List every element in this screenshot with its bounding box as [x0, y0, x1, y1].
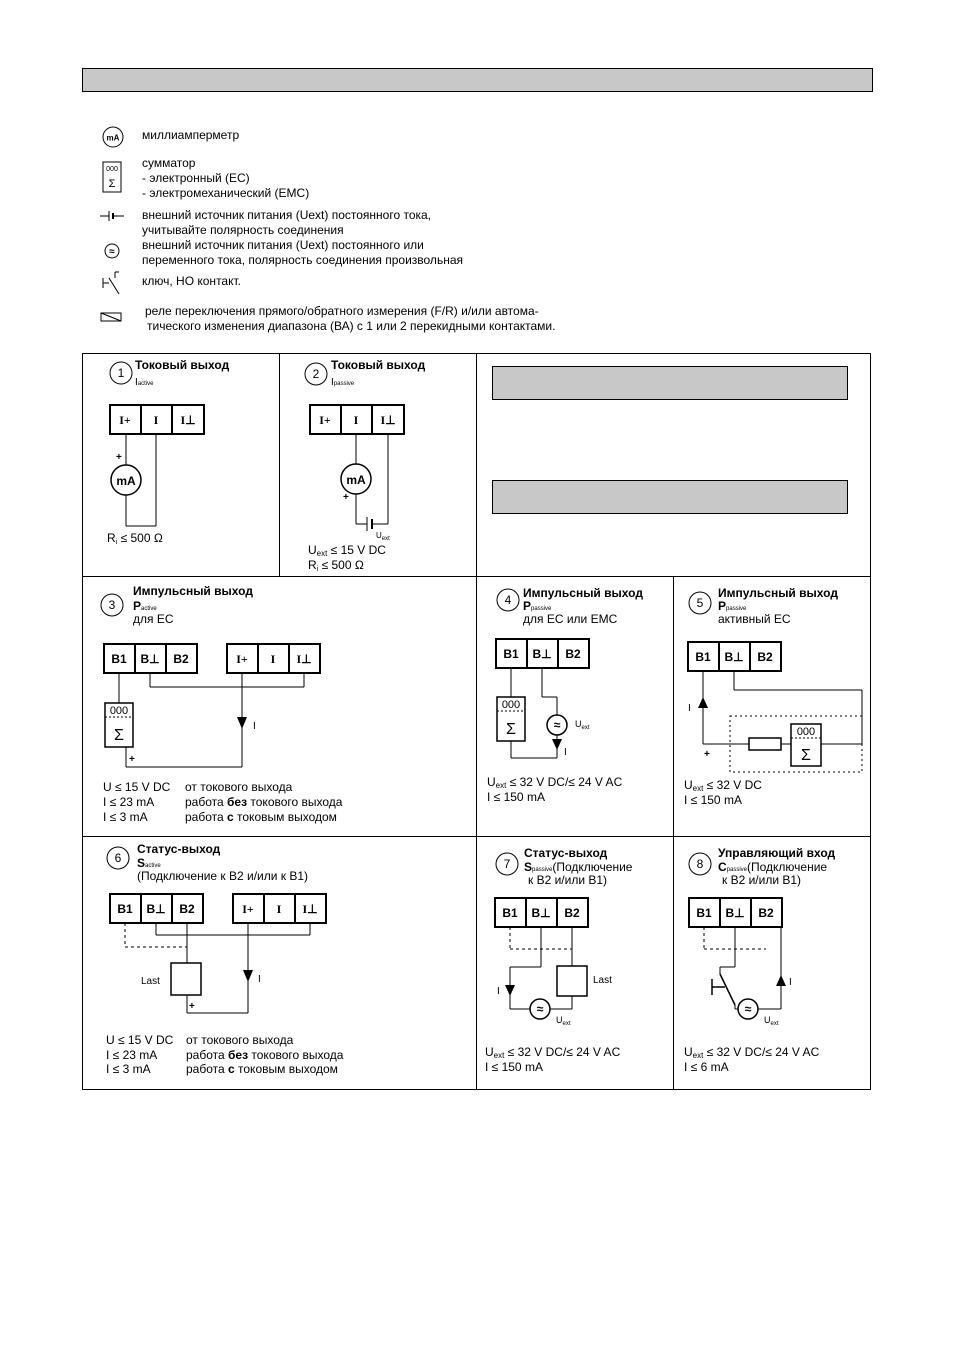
- legend-switch-text: ключ, НО контакт.: [142, 274, 241, 288]
- svg-text:B1: B1: [111, 652, 127, 666]
- svg-text:B⊥: B⊥: [146, 902, 166, 916]
- terminal-block-i: [233, 894, 326, 923]
- terminal-block-b: [110, 894, 203, 923]
- diagram-title: Статус-выход: [137, 842, 221, 856]
- svg-text:Ppassive: Ppassive: [718, 599, 747, 613]
- svg-text:Uext: $U_{ext}$: [376, 531, 390, 542]
- ac-dc-source-icon: [738, 999, 758, 1019]
- terminal-block-b: [104, 644, 197, 673]
- svg-text:≈: ≈: [109, 246, 115, 258]
- ac-dc-source-icon: [547, 715, 567, 735]
- svg-text:I: I: [497, 986, 500, 997]
- diagram-title: Статус-выход: [524, 846, 608, 860]
- connection-diagrams-grid: [82, 353, 871, 1090]
- svg-text:Σ: Σ: [506, 721, 516, 738]
- svg-text:к В2 и/или В1): к В2 и/или В1): [722, 873, 802, 887]
- svg-text:Last: Last: [593, 975, 612, 986]
- milliammeter-icon: [100, 124, 126, 150]
- svg-text:активный ЕС: активный ЕС: [718, 612, 791, 626]
- legend-totalizer-text: сумматор - электронный (ЕС) - электромеханический (ЕМС): [142, 156, 310, 200]
- svg-text:I: I: [353, 413, 359, 427]
- load: [171, 963, 201, 995]
- svg-text:к В2 и/или В1): к В2 и/или В1): [528, 873, 608, 887]
- svg-text:B2: B2: [173, 652, 189, 666]
- diagram-1-current-output-active: [82, 353, 280, 577]
- svg-text:Uext ≤ 32 V DC/≤ 24 V AC: Uext ≤ 32 V DC/≤ 24 V AC: [485, 1045, 621, 1060]
- ac-dc-source-icon: [103, 242, 121, 260]
- diagram-title: Управляющий вход: [718, 846, 836, 860]
- switch-no-contact-icon: [101, 270, 123, 296]
- svg-text:B1: B1: [503, 647, 519, 661]
- svg-text:≈: ≈: [553, 718, 561, 732]
- terminal-block-i: [227, 644, 320, 673]
- svg-text:I⊥: I⊥: [180, 413, 196, 427]
- svg-text:I ≤ 23 mA: I ≤ 23 mA: [103, 795, 155, 809]
- svg-text:mA: mA: [106, 133, 120, 143]
- svg-text:Ri ≤ 500 Ω: Ri ≤ 500 Ω: [107, 531, 163, 546]
- svg-text:Iactive: Iactive: [135, 377, 154, 388]
- diagram-2-current-output-passive: [279, 353, 477, 577]
- ac-dc-source-icon: [530, 999, 550, 1019]
- svg-text:+: +: [129, 754, 135, 765]
- diagram-number: 6: [114, 851, 122, 865]
- note-bar-2: [492, 480, 848, 514]
- svg-text:B⊥: B⊥: [532, 647, 552, 661]
- svg-text:I: I: [564, 747, 567, 758]
- svg-text:I ≤ 3 mA: I ≤ 3 mA: [103, 810, 148, 824]
- svg-text:≈: ≈: [536, 1002, 544, 1016]
- diagram-title: Импульсный выход: [523, 586, 643, 600]
- svg-text:I: I: [258, 974, 261, 985]
- svg-text:Σ: Σ: [801, 747, 811, 764]
- terminal-block: [689, 898, 782, 927]
- svg-text:I: I: [276, 902, 282, 916]
- relay-icon: [100, 311, 124, 323]
- diagram-number: 3: [108, 598, 116, 612]
- diagram-8-control-input: [673, 836, 871, 1090]
- svg-text:000: 000: [109, 705, 129, 717]
- svg-text:U ≤ 15 V DC: U ≤ 15 V DC: [106, 1033, 174, 1047]
- diagram-number: 5: [696, 596, 704, 610]
- svg-text:000: 000: [106, 166, 118, 173]
- diagram-6-status-output-active: [82, 836, 477, 1090]
- svg-text:Last: Last: [141, 976, 160, 987]
- terminal-block: [495, 898, 588, 927]
- svg-text:B2: B2: [179, 902, 195, 916]
- svg-text:Uext ≤ 32 V DC/≤ 24 V AC: Uext ≤ 32 V DC/≤ 24 V AC: [487, 775, 623, 790]
- svg-text:работа с токовым выходом: работа с токовым выходом: [185, 810, 337, 824]
- svg-text:для ЕС или ЕМС: для ЕС или ЕМС: [523, 612, 618, 626]
- current-arrow: [237, 717, 247, 729]
- svg-text:+: +: [116, 452, 122, 463]
- svg-text:Ri ≤ 500 Ω: Ri ≤ 500 Ω: [308, 558, 364, 573]
- terminal-block: [110, 405, 204, 434]
- svg-text:I: I: [153, 413, 159, 427]
- svg-text:≈: ≈: [744, 1002, 752, 1016]
- svg-text:mA: mA: [346, 473, 366, 487]
- svg-text:I ≤ 150 mA: I ≤ 150 mA: [684, 793, 742, 807]
- diagram-number: 1: [117, 366, 125, 380]
- svg-text:I+: I+: [119, 413, 131, 427]
- current-arrow: [776, 975, 786, 986]
- svg-text:I+: I+: [236, 652, 248, 666]
- svg-text:от токового выхода: от токового выхода: [186, 1033, 294, 1047]
- dc-source-icon: [100, 210, 124, 222]
- diagram-number: 8: [696, 857, 704, 871]
- svg-text:Σ: Σ: [108, 178, 116, 190]
- svg-text:Spassive(Подключение: Spassive(Подключение: [524, 860, 633, 874]
- svg-text:Ppassive: Ppassive: [523, 599, 552, 613]
- svg-text:B⊥: B⊥: [140, 652, 160, 666]
- svg-text:для ЕС: для ЕС: [133, 612, 174, 626]
- legend-ac-dc-source-text: внешний источник питания (Uext) постоянного или переменного тока, полярность соединения произвольная: [142, 238, 463, 267]
- diagram-3-pulse-output-active: [82, 576, 477, 837]
- svg-text:Uext ≤ 15 V DC: Uext ≤ 15 V DC: [308, 543, 386, 558]
- svg-text:I ≤ 6 mA: I ≤ 6 mA: [684, 1060, 729, 1074]
- svg-text:от токового выхода: от токового выхода: [185, 780, 293, 794]
- resistor: [749, 738, 781, 750]
- svg-text:B⊥: B⊥: [725, 906, 745, 920]
- svg-text:Uext ≤ 32 V DC: Uext ≤ 32 V DC: [684, 778, 762, 793]
- svg-text:B2: B2: [758, 906, 774, 920]
- svg-text:B⊥: B⊥: [531, 906, 551, 920]
- svg-text:I: I: [270, 652, 276, 666]
- svg-text:(Подключение к В2 и/или к В1): (Подключение к В2 и/или к В1): [137, 869, 309, 883]
- svg-text:I ≤ 23 mA: I ≤ 23 mA: [106, 1048, 158, 1062]
- diagram-number: 7: [503, 857, 511, 871]
- svg-text:работа без токового выхода: работа без токового выхода: [185, 795, 343, 809]
- svg-text:B2: B2: [565, 647, 581, 661]
- svg-text:000: 000: [796, 726, 816, 738]
- svg-text:B2: B2: [757, 650, 773, 664]
- svg-text:Pactive: Pactive: [133, 599, 157, 613]
- diagram-5-pulse-output-passive-active-ec: [673, 576, 871, 837]
- svg-text:B⊥: B⊥: [724, 650, 744, 664]
- svg-text:U ≤ 15 V DC: U ≤ 15 V DC: [103, 780, 171, 794]
- svg-text:Σ: Σ: [114, 727, 124, 744]
- terminal-block: [310, 405, 404, 434]
- svg-text:B1: B1: [117, 902, 133, 916]
- diagram-7-status-output-passive: [476, 836, 674, 1090]
- svg-text:B2: B2: [564, 906, 580, 920]
- legend-dc-source-text: внешний источник питания (Uext) постоянного тока, учитывайте полярность соединения: [142, 208, 432, 237]
- diagram-title: Импульсный выход: [718, 586, 838, 600]
- totalizer-icon: [497, 697, 525, 741]
- svg-text:B1: B1: [695, 650, 711, 664]
- diagram-title: Импульсный выход: [133, 584, 253, 598]
- svg-text:Ipassive: Ipassive: [331, 377, 355, 388]
- svg-text:Uext ≤ 32 V DC/≤ 24 V AC: Uext ≤ 32 V DC/≤ 24 V AC: [684, 1045, 820, 1060]
- load: [557, 966, 587, 996]
- svg-text:I+: I+: [319, 413, 331, 427]
- diagram-title: Токовый выход: [135, 358, 230, 372]
- diagram-title: Токовый выход: [331, 358, 426, 372]
- switch-no-contact-icon: [712, 974, 735, 1005]
- section-header-bar: [82, 68, 873, 92]
- svg-text:Uext: $U_{ext}$: [556, 1015, 571, 1027]
- totalizer-icon: [105, 703, 133, 747]
- diagram-number: 4: [504, 593, 512, 607]
- svg-text:Uext: $U_{ext}$: [764, 1015, 779, 1027]
- current-arrow: [552, 739, 562, 750]
- svg-text:Uext: $U_{ext}$: [575, 719, 590, 731]
- svg-text:работа с токовым выходом: работа с токовым выходом: [186, 1062, 338, 1076]
- svg-text:I: I: [253, 721, 256, 732]
- svg-text:I ≤ 3 mA: I ≤ 3 mA: [106, 1062, 151, 1076]
- current-arrow: [243, 970, 253, 982]
- svg-text:+: +: [189, 1001, 195, 1012]
- diagram-4-pulse-output-passive: [476, 576, 674, 837]
- legend-milliammeter-text: миллиамперметр: [142, 128, 240, 142]
- notes-panel: [476, 353, 871, 577]
- svg-text:I⊥: I⊥: [380, 413, 396, 427]
- terminal-block: [496, 639, 589, 668]
- svg-text:Cpassive(Подключение: Cpassive(Подключение: [718, 860, 828, 874]
- svg-text:I⊥: I⊥: [296, 652, 312, 666]
- svg-text:Sactive: Sactive: [137, 856, 161, 870]
- svg-text:I⊥: I⊥: [302, 902, 318, 916]
- note-bar-1: [492, 366, 848, 400]
- terminal-block: [688, 642, 781, 671]
- diagram-number: 2: [312, 367, 320, 381]
- legend-relay-text: реле переключения прямого/обратного измерения (F/R) и/или автома- тического изменения диапазона (ВА) с 1 или 2 перекидными контактами.: [145, 304, 556, 333]
- svg-text:000: 000: [501, 699, 521, 711]
- svg-text:+: +: [704, 749, 710, 760]
- totalizer-icon: [102, 161, 122, 193]
- svg-text:I: I: [789, 977, 792, 988]
- svg-text:mA: mA: [116, 474, 136, 488]
- svg-text:B1: B1: [502, 906, 518, 920]
- svg-text:B1: B1: [696, 906, 712, 920]
- svg-text:I ≤ 150 mA: I ≤ 150 mA: [485, 1060, 543, 1074]
- current-arrow: [698, 697, 708, 708]
- totalizer-icon: [791, 724, 821, 766]
- svg-text:+: +: [343, 492, 349, 503]
- svg-text:I: I: [688, 703, 691, 714]
- dc-source-icon: [356, 517, 388, 531]
- current-arrow: [505, 985, 515, 996]
- svg-text:I+: I+: [242, 902, 254, 916]
- svg-text:работа без токового выхода: работа без токового выхода: [186, 1048, 344, 1062]
- svg-text:I ≤ 150 mA: I ≤ 150 mA: [487, 790, 545, 804]
